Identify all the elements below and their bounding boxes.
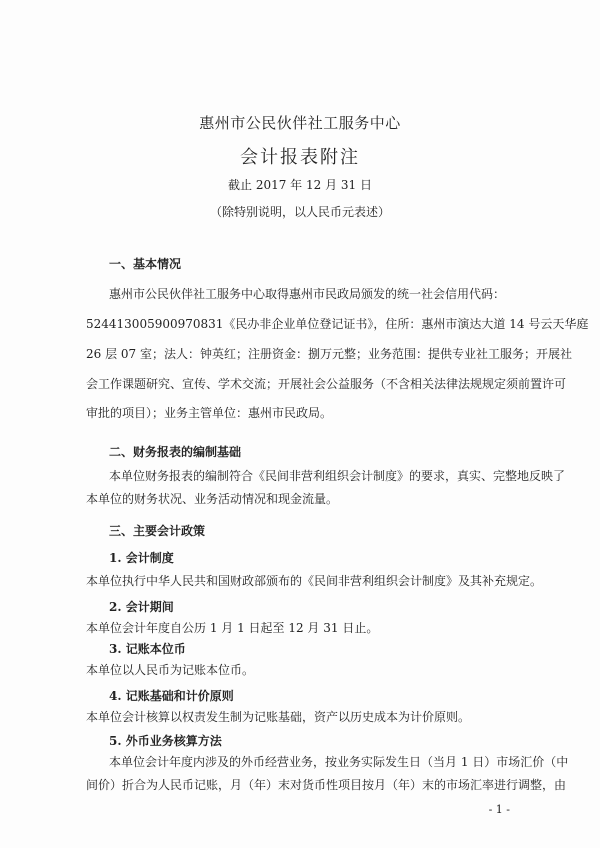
subsection-text: 间价）折合为人民币记账，月（年）末对货币性项目按月（年）末的市场汇率进行调整，由 (86, 778, 567, 792)
subsection-text: 本单位执行中华人民共和国财政部颁布的《民间非营利组织会计制度》及其补充规定。 (86, 574, 543, 588)
subsection-title: 1. 会计制度 (109, 551, 174, 565)
subsection-title: 4. 记账基础和计价原则 (109, 689, 234, 703)
subsection-text: 本单位会计年度自公历 1 月 1 日起至 12 月 31 日止。 (86, 621, 379, 635)
section-2-line: 本单位财务报表的编制符合《民间非营利组织会计制度》的要求，真实、完整地反映了 (109, 469, 566, 483)
currency-note: （除特别说明，以人民币元表述） (209, 205, 390, 219)
subsection-title: 3. 记账本位币 (109, 642, 186, 656)
section-1-line: 审批的项目）；业务主管单位：惠州市民政局。 (86, 406, 333, 420)
page-number: - 1 - (488, 803, 510, 816)
section-1-line: 26 层 07 室；法人：钟英红；注册资金：捌万元整；业务范围：提供专业社工服务；开展社 (86, 347, 572, 361)
report-period: 截止 2017 年 12 月 31 日 (228, 178, 372, 192)
section-1-line: 会工作课题研究、宣传、学术交流；开展社会公益服务（不含相关法律法规规定须前置许可 (86, 377, 567, 391)
section-3-title: 三、主要会计政策 (109, 524, 206, 538)
section-2-line: 本单位的财务状况、业务活动情况和现金流量。 (86, 492, 339, 506)
document-title: 会计报表附注 (240, 147, 360, 168)
organization-name: 惠州市公民伙伴社工服务中心 (199, 114, 401, 132)
section-1-line: 惠州市公民伙伴社工服务中心取得惠州市民政局颁发的统一社会信用代码： (109, 287, 506, 301)
section-1-title: 一、基本情况 (109, 257, 182, 271)
subsection-text: 本单位会计核算以权责发生制为记账基础，资产以历史成本为计价原则。 (86, 710, 471, 724)
section-1-line: 524413005900970831《民办非企业单位登记证书》，住所：惠州市演达大道 14 号云天华庭 (86, 317, 589, 331)
subsection-title: 5. 外币业务核算方法 (109, 734, 222, 748)
subsection-text: 本单位以人民币为记账本位币。 (86, 663, 255, 677)
subsection-text: 本单位会计年度内涉及的外币经营业务，按业务实际发生日（当月 1 日）市场汇价（中 (109, 755, 569, 769)
section-2-title: 二、财务报表的编制基础 (109, 445, 242, 459)
subsection-title: 2. 会计期间 (109, 600, 174, 614)
